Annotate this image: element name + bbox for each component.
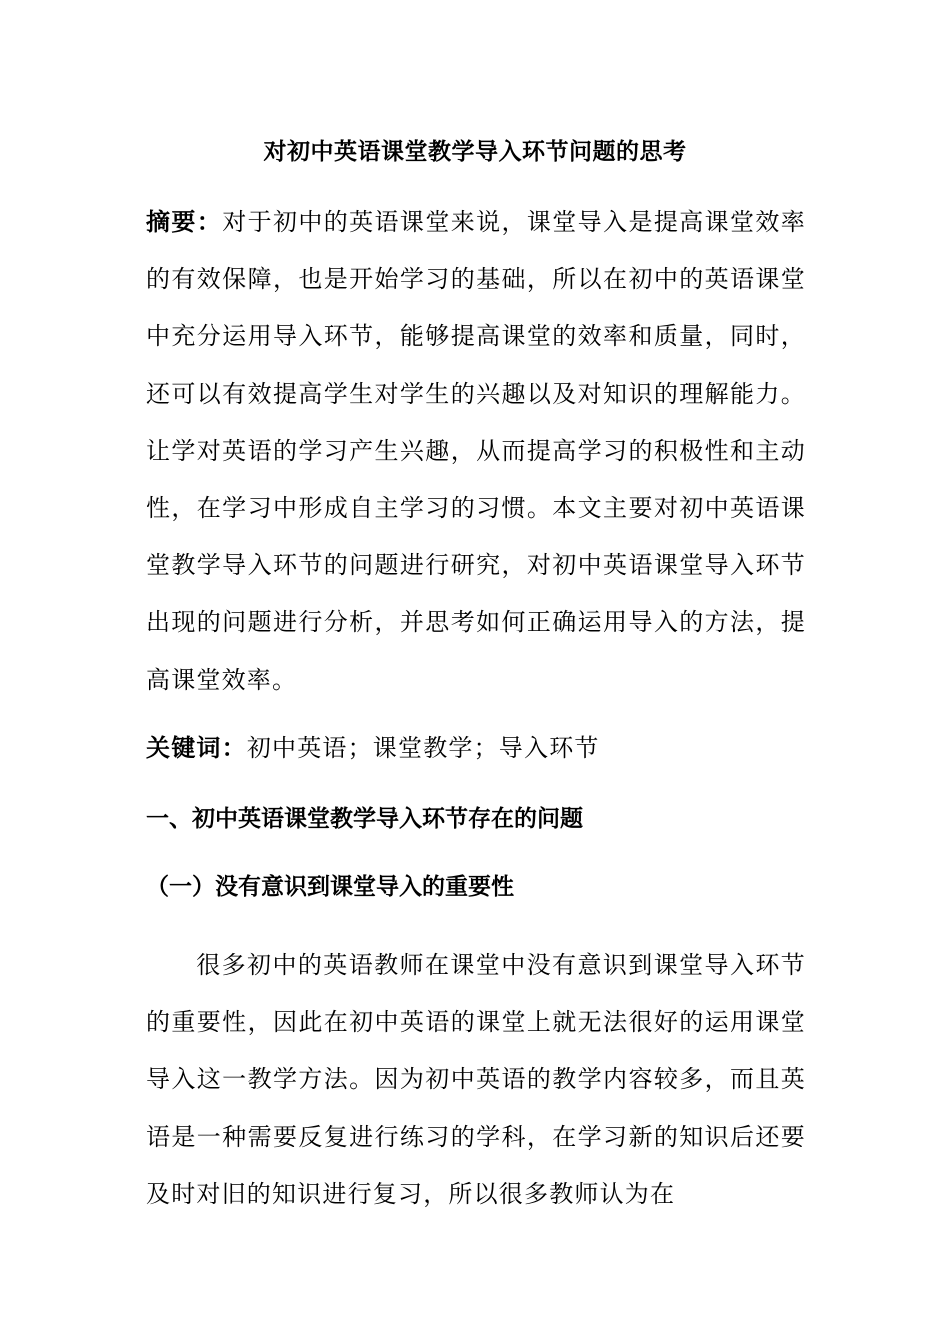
abstract-label: 摘要： [146, 207, 223, 236]
keywords-line [146, 719, 806, 777]
section-heading: 一、初中英语课堂教学导入环节存在的问题 [146, 805, 583, 832]
body-paragraph-text: 很多初中的英语教师在课堂中没有意识到课堂导入环节的重要性，因此在初中英语的课堂上就无法很好的运用课堂导入这一教学方法。因为初中英语的教学内容较多，而且英语是一种需要反复进行练习的学科，在学习新的知识后还要及时对旧的知识进行复习，所以很多教师认为在 [146, 951, 806, 1208]
keywords-label: 关键词： [146, 733, 247, 762]
document-title: 对初中英语课堂教学导入环节问题的思考 [263, 138, 687, 165]
abstract-paragraph [146, 193, 806, 709]
keywords-text: 初中英语；课堂教学；导入环节 [246, 734, 600, 762]
body-paragraph [146, 937, 806, 1223]
subsection-heading: （一）没有意识到课堂导入的重要性 [146, 873, 514, 900]
abstract-text: 对于初中的英语课堂来说，课堂导入是提高课堂效率的有效保障，也是开始学习的基础，所以在初中的英语课堂中充分运用导入环节，能够提高课堂的效率和质量，同时，还可以有效提高学生对学生的兴趣以及对知识的理解能力。让学对英语的学习产生兴趣，从而提高学习的积极性和主动性，在学习中形成自主学习的习惯。本文主要对初中英语课堂教学导入环节的问题进行研究，对初中英语课堂导入环节出现的问题进行分析，并思考如何正确运用导入的方法，提高课堂效率。 [146, 208, 806, 694]
